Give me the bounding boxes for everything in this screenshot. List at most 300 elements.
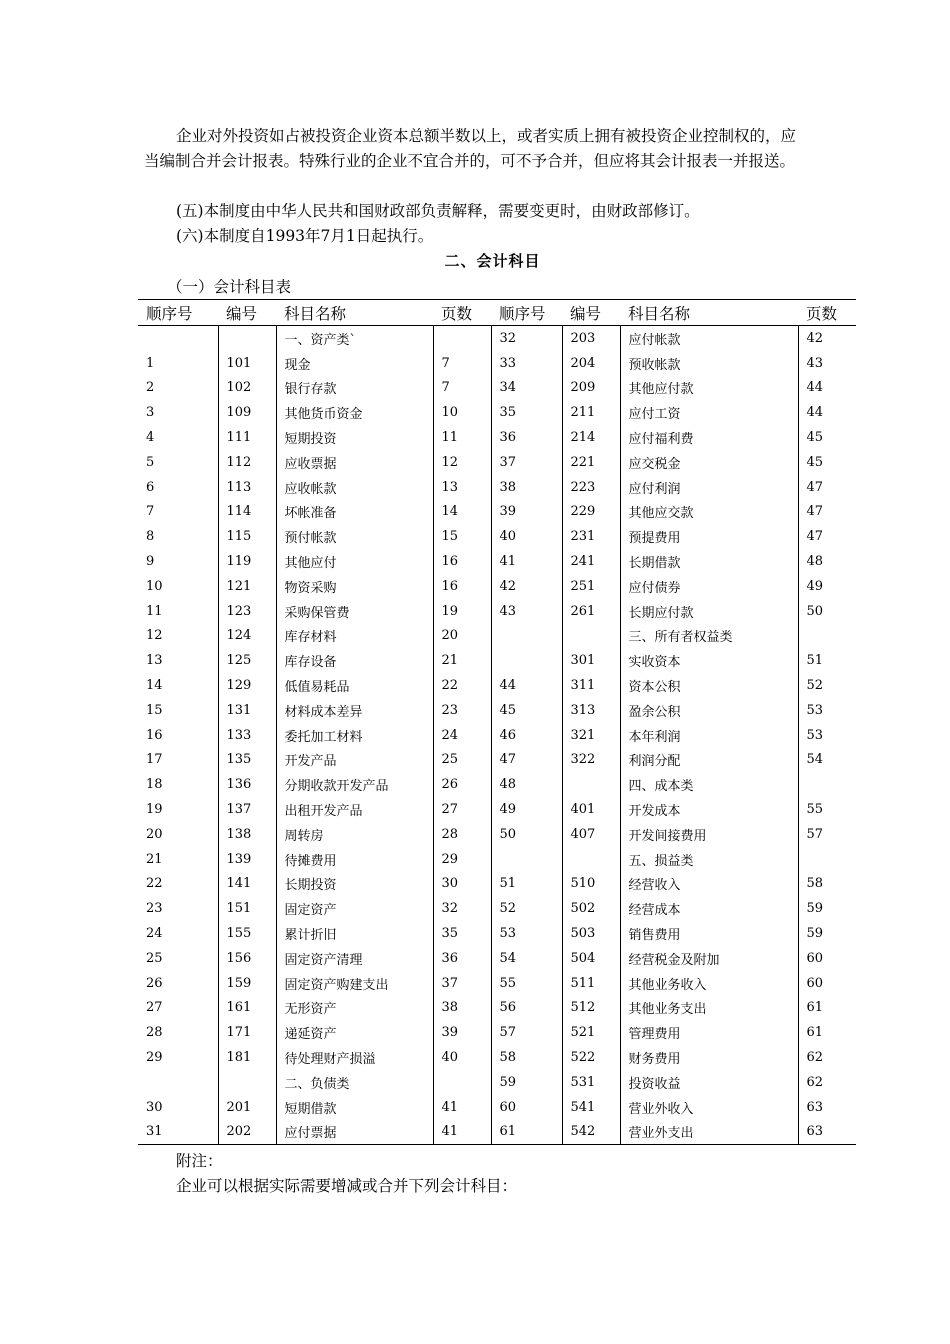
table-cell: 出租开发产品 bbox=[276, 797, 433, 822]
table-cell: 541 bbox=[562, 1095, 620, 1120]
header-cell: 顺序号 bbox=[491, 300, 562, 326]
table-cell: 本年利润 bbox=[620, 723, 798, 748]
table-cell: 15 bbox=[433, 524, 491, 549]
table-cell: 119 bbox=[218, 549, 276, 574]
table-cell: 201 bbox=[218, 1095, 276, 1120]
table-cell: 62 bbox=[806, 1074, 824, 1090]
table-cell: 盈余公积 bbox=[620, 698, 798, 723]
table-cell: 26 bbox=[433, 772, 491, 797]
table-cell: 二、负债类 bbox=[276, 1070, 433, 1095]
table-cell: 261 bbox=[562, 599, 620, 624]
table-cell: 其他业务收入 bbox=[620, 971, 798, 996]
table-cell: 112 bbox=[218, 450, 276, 475]
table-cell: 16 bbox=[138, 723, 218, 748]
table-cell: 44 bbox=[491, 673, 562, 698]
table-cell: 7 bbox=[433, 376, 491, 401]
table-cell: 156 bbox=[218, 946, 276, 971]
table-cell: 41 bbox=[433, 1095, 491, 1120]
table-row bbox=[138, 425, 856, 450]
table-cell: 41 bbox=[433, 1120, 491, 1145]
table-cell: 39 bbox=[433, 1020, 491, 1045]
table-row bbox=[138, 996, 856, 1021]
table-cell: 531 bbox=[562, 1070, 620, 1095]
table-cell bbox=[491, 624, 562, 649]
table-cell: 三、所有者权益类 bbox=[620, 624, 798, 649]
table-cell: 34 bbox=[491, 376, 562, 401]
table-cell bbox=[433, 326, 491, 351]
table-cell: 52 bbox=[806, 678, 824, 694]
table-cell: 13 bbox=[138, 648, 218, 673]
table-cell: 其他货币资金 bbox=[276, 400, 433, 425]
table-row bbox=[138, 549, 856, 574]
table-cell: 111 bbox=[218, 425, 276, 450]
table-row bbox=[138, 946, 856, 971]
table-row bbox=[138, 376, 856, 401]
header-cell: 顺序号 bbox=[138, 300, 218, 326]
table-cell: 63 bbox=[806, 1099, 824, 1115]
table-cell: 24 bbox=[433, 723, 491, 748]
table-cell: 223 bbox=[562, 475, 620, 500]
table-cell: 财务费用 bbox=[620, 1045, 798, 1070]
table-cell: 25 bbox=[138, 946, 218, 971]
table-cell: 542 bbox=[562, 1120, 620, 1145]
table-cell: 12 bbox=[433, 450, 491, 475]
table-cell: 55 bbox=[491, 971, 562, 996]
table-cell: 38 bbox=[491, 475, 562, 500]
table-cell: 58 bbox=[491, 1045, 562, 1070]
table-cell: 待摊费用 bbox=[276, 847, 433, 872]
table-cell: 10 bbox=[138, 574, 218, 599]
table-cell: 银行存款 bbox=[276, 376, 433, 401]
table-cell: 物资采购 bbox=[276, 574, 433, 599]
table-cell: 44 bbox=[806, 380, 824, 396]
table-cell: 固定资产购建支出 bbox=[276, 971, 433, 996]
table-cell: 137 bbox=[218, 797, 276, 822]
table-cell: 28 bbox=[138, 1020, 218, 1045]
table-cell: 短期投资 bbox=[276, 425, 433, 450]
table-cell: 115 bbox=[218, 524, 276, 549]
table-cell: 45 bbox=[806, 430, 824, 446]
table-cell: 32 bbox=[491, 326, 562, 351]
table-row bbox=[138, 748, 856, 773]
table-cell: 155 bbox=[218, 921, 276, 946]
table-cell: 251 bbox=[562, 574, 620, 599]
table-cell bbox=[562, 772, 620, 797]
table-cell: 21 bbox=[433, 648, 491, 673]
table-cell: 61 bbox=[806, 1025, 824, 1041]
table-cell: 20 bbox=[433, 624, 491, 649]
table-cell: 应收票据 bbox=[276, 450, 433, 475]
table-cell: 11 bbox=[138, 599, 218, 624]
section-title: 二、会计科目 bbox=[444, 252, 541, 270]
table-cell: 40 bbox=[433, 1045, 491, 1070]
table-cell: 47 bbox=[806, 504, 824, 520]
table-cell: 54 bbox=[491, 946, 562, 971]
table-cell: 29 bbox=[138, 1045, 218, 1070]
table-cell: 营业外支出 bbox=[620, 1120, 798, 1145]
table-cell: 53 bbox=[806, 727, 824, 743]
table-cell: 39 bbox=[491, 500, 562, 525]
table-cell: 407 bbox=[562, 822, 620, 847]
table-cell: 6 bbox=[138, 475, 218, 500]
table-cell: 应付帐款 bbox=[620, 326, 798, 351]
table-cell: 55 bbox=[806, 802, 824, 818]
table-cell: 161 bbox=[218, 996, 276, 1021]
table-cell: 现金 bbox=[276, 351, 433, 376]
table-cell: 开发产品 bbox=[276, 748, 433, 773]
table-cell: 60 bbox=[491, 1095, 562, 1120]
table-cell: 504 bbox=[562, 946, 620, 971]
table-cell: 41 bbox=[491, 549, 562, 574]
table-row bbox=[138, 624, 856, 649]
table-cell: 42 bbox=[806, 330, 824, 346]
table-row bbox=[138, 847, 856, 872]
table-cell: 21 bbox=[138, 847, 218, 872]
table-cell bbox=[562, 624, 620, 649]
table-row bbox=[138, 1120, 856, 1145]
table-cell: 512 bbox=[562, 996, 620, 1021]
table-cell bbox=[798, 847, 856, 872]
table-cell: 22 bbox=[138, 872, 218, 897]
table-cell: 129 bbox=[218, 673, 276, 698]
table-cell: 311 bbox=[562, 673, 620, 698]
table-row bbox=[138, 1070, 856, 1095]
table-cell: 47 bbox=[806, 529, 824, 545]
paragraph-effective-date: (六)本制度自1993年7月1日起执行。 bbox=[176, 227, 434, 245]
table-cell: 30 bbox=[433, 872, 491, 897]
table-cell: 49 bbox=[491, 797, 562, 822]
table-cell: 29 bbox=[433, 847, 491, 872]
table-cell: 14 bbox=[138, 673, 218, 698]
table-cell: 2 bbox=[138, 376, 218, 401]
table-row bbox=[138, 723, 856, 748]
table-cell: 44 bbox=[806, 405, 824, 421]
table-cell: 47 bbox=[806, 479, 824, 495]
table-cell: 35 bbox=[491, 400, 562, 425]
table-row bbox=[138, 1020, 856, 1045]
table-cell: 133 bbox=[218, 723, 276, 748]
table-cell: 123 bbox=[218, 599, 276, 624]
table-cell: 62 bbox=[806, 1050, 824, 1065]
table-row bbox=[138, 599, 856, 624]
table-cell: 无形资产 bbox=[276, 996, 433, 1021]
table-cell: 其他应付款 bbox=[620, 376, 798, 401]
table-cell: 42 bbox=[491, 574, 562, 599]
table-cell: 长期投资 bbox=[276, 872, 433, 897]
table-cell: 49 bbox=[806, 578, 824, 594]
table-cell: 23 bbox=[138, 896, 218, 921]
table-cell: 510 bbox=[562, 872, 620, 897]
note-text: 企业可以根据实际需要增减或合并下列会计科目： bbox=[176, 1177, 518, 1195]
table-cell: 57 bbox=[491, 1020, 562, 1045]
table-cell: 19 bbox=[138, 797, 218, 822]
table-cell: 五、损益类 bbox=[620, 847, 798, 872]
accounts-table bbox=[138, 299, 856, 1145]
table-cell: 7 bbox=[433, 351, 491, 376]
table-cell: 经营税金及附加 bbox=[620, 946, 798, 971]
table-cell: 59 bbox=[806, 926, 824, 942]
table-cell: 522 bbox=[562, 1045, 620, 1070]
table-cell: 营业外收入 bbox=[620, 1095, 798, 1120]
table-cell: 48 bbox=[806, 554, 824, 570]
table-cell: 43 bbox=[806, 355, 824, 371]
table-cell: 43 bbox=[491, 599, 562, 624]
table-cell: 13 bbox=[433, 475, 491, 500]
table-subtitle: （一）会计科目表 bbox=[167, 278, 292, 296]
table-cell: 投资收益 bbox=[620, 1070, 798, 1095]
table-row bbox=[138, 400, 856, 425]
table-cell: 203 bbox=[562, 326, 620, 351]
table-cell: 16 bbox=[433, 549, 491, 574]
table-cell: 坏帐准备 bbox=[276, 500, 433, 525]
table-cell: 36 bbox=[491, 425, 562, 450]
table-cell: 开发成本 bbox=[620, 797, 798, 822]
table-cell: 61 bbox=[806, 1000, 824, 1016]
table-cell: 59 bbox=[491, 1070, 562, 1095]
table-row bbox=[138, 500, 856, 525]
table-body bbox=[138, 326, 856, 1145]
table-cell: 资本公积 bbox=[620, 673, 798, 698]
table-cell: 63 bbox=[798, 1120, 856, 1145]
table-cell: 45 bbox=[491, 698, 562, 723]
table-cell: 211 bbox=[562, 400, 620, 425]
table-cell: 221 bbox=[562, 450, 620, 475]
table-cell: 开发间接费用 bbox=[620, 822, 798, 847]
table-cell: 139 bbox=[218, 847, 276, 872]
table-cell: 30 bbox=[138, 1095, 218, 1120]
table-row bbox=[138, 971, 856, 996]
table-row bbox=[138, 872, 856, 897]
table-cell: 136 bbox=[218, 772, 276, 797]
table-cell: 1 bbox=[138, 351, 218, 376]
table-cell: 229 bbox=[562, 500, 620, 525]
table-cell: 27 bbox=[138, 996, 218, 1021]
table-cell: 其他业务支出 bbox=[620, 996, 798, 1021]
table-cell: 预付帐款 bbox=[276, 524, 433, 549]
table-cell: 应收帐款 bbox=[276, 475, 433, 500]
paragraph-consolidation: 企业对外投资如占被投资企业资本总额半数以上，或者实质上拥有被投资企业控制权的，应当编制合并会计报表。特殊行业的企业不宜合并的，可不予合并，但应将其会计报表一并报送。 bbox=[144, 127, 797, 170]
table-row bbox=[138, 921, 856, 946]
table-cell: 202 bbox=[218, 1120, 276, 1145]
table-cell: 209 bbox=[562, 376, 620, 401]
table-cell: 材料成本差异 bbox=[276, 698, 433, 723]
table-cell: 22 bbox=[433, 673, 491, 698]
header-cell: 科目名称 bbox=[276, 300, 433, 326]
table-cell: 401 bbox=[562, 797, 620, 822]
table-cell: 7 bbox=[138, 500, 218, 525]
table-cell: 应付利润 bbox=[620, 475, 798, 500]
table-cell: 长期应付款 bbox=[620, 599, 798, 624]
table-cell: 其他应交款 bbox=[620, 500, 798, 525]
table-cell bbox=[218, 1070, 276, 1095]
table-cell: 59 bbox=[806, 901, 824, 917]
table-cell bbox=[798, 772, 856, 797]
table-cell: 181 bbox=[218, 1045, 276, 1070]
table-cell bbox=[491, 648, 562, 673]
table-cell: 321 bbox=[562, 723, 620, 748]
table-cell: 10 bbox=[433, 400, 491, 425]
table-cell: 114 bbox=[218, 500, 276, 525]
table-cell: 60 bbox=[806, 975, 824, 991]
table-cell: 214 bbox=[562, 425, 620, 450]
table-row bbox=[138, 351, 856, 376]
table-cell: 其他应付 bbox=[276, 549, 433, 574]
header-cell: 科目名称 bbox=[620, 300, 798, 326]
table-cell: 521 bbox=[562, 1020, 620, 1045]
table-cell: 33 bbox=[491, 351, 562, 376]
note-label: 附注： bbox=[176, 1152, 223, 1170]
table-cell: 101 bbox=[218, 351, 276, 376]
table-cell: 长期借款 bbox=[620, 549, 798, 574]
table-cell: 37 bbox=[491, 450, 562, 475]
table-cell bbox=[562, 847, 620, 872]
table-cell: 45 bbox=[806, 454, 824, 470]
table-cell: 40 bbox=[491, 524, 562, 549]
table-cell: 102 bbox=[218, 376, 276, 401]
table-cell bbox=[138, 326, 218, 351]
table-cell: 53 bbox=[806, 702, 824, 718]
table-cell: 50 bbox=[491, 822, 562, 847]
table-cell: 经营收入 bbox=[620, 872, 798, 897]
table-cell: 8 bbox=[138, 524, 218, 549]
table-row bbox=[138, 574, 856, 599]
table-row bbox=[138, 673, 856, 698]
table-cell: 46 bbox=[491, 723, 562, 748]
table-cell: 171 bbox=[218, 1020, 276, 1045]
table-cell: 36 bbox=[433, 946, 491, 971]
table-cell: 131 bbox=[218, 698, 276, 723]
table-cell: 47 bbox=[491, 748, 562, 773]
table-row bbox=[138, 475, 856, 500]
table-cell: 分期收款开发产品 bbox=[276, 772, 433, 797]
table-cell: 一、资产类` bbox=[276, 326, 433, 351]
table-cell: 113 bbox=[218, 475, 276, 500]
table-cell: 135 bbox=[218, 748, 276, 773]
table-cell: 周转房 bbox=[276, 822, 433, 847]
table-row bbox=[138, 450, 856, 475]
table-cell bbox=[798, 624, 856, 649]
table-cell: 54 bbox=[806, 752, 824, 768]
table-cell: 15 bbox=[138, 698, 218, 723]
table-cell: 固定资产清理 bbox=[276, 946, 433, 971]
table-cell: 204 bbox=[562, 351, 620, 376]
table-cell: 23 bbox=[433, 698, 491, 723]
table-cell: 151 bbox=[218, 896, 276, 921]
table-cell: 31 bbox=[138, 1120, 218, 1145]
table-cell: 37 bbox=[433, 971, 491, 996]
table-cell: 5 bbox=[138, 450, 218, 475]
table-cell: 3 bbox=[138, 400, 218, 425]
table-cell: 4 bbox=[138, 425, 218, 450]
table-cell: 应付票据 bbox=[276, 1120, 433, 1145]
table-cell: 53 bbox=[491, 921, 562, 946]
table-cell: 124 bbox=[218, 624, 276, 649]
table-cell: 60 bbox=[806, 950, 824, 966]
table-cell bbox=[433, 1070, 491, 1095]
table-cell: 实收资本 bbox=[620, 648, 798, 673]
table-cell: 应交税金 bbox=[620, 450, 798, 475]
table-cell: 241 bbox=[562, 549, 620, 574]
table-cell: 委托加工材料 bbox=[276, 723, 433, 748]
table-cell: 固定资产 bbox=[276, 896, 433, 921]
table-row bbox=[138, 822, 856, 847]
table-cell: 38 bbox=[433, 996, 491, 1021]
table-cell: 低值易耗品 bbox=[276, 673, 433, 698]
table-cell: 52 bbox=[491, 896, 562, 921]
table-cell: 57 bbox=[806, 826, 824, 842]
table-cell: 11 bbox=[433, 425, 491, 450]
table-cell: 322 bbox=[562, 748, 620, 773]
table-cell: 125 bbox=[218, 648, 276, 673]
table-cell: 511 bbox=[562, 971, 620, 996]
table-row bbox=[138, 1045, 856, 1070]
table-cell: 32 bbox=[433, 896, 491, 921]
table-cell: 短期借款 bbox=[276, 1095, 433, 1120]
table-cell: 51 bbox=[806, 653, 824, 669]
table-cell: 20 bbox=[138, 822, 218, 847]
table-cell: 231 bbox=[562, 524, 620, 549]
table-cell: 待处理财产损溢 bbox=[276, 1045, 433, 1070]
table-cell: 经营成本 bbox=[620, 896, 798, 921]
table-cell: 18 bbox=[138, 772, 218, 797]
table-row bbox=[138, 797, 856, 822]
table-cell: 14 bbox=[433, 500, 491, 525]
table-cell: 61 bbox=[491, 1120, 562, 1145]
table-cell: 17 bbox=[138, 748, 218, 773]
table-cell: 56 bbox=[491, 996, 562, 1021]
table-row bbox=[138, 524, 856, 549]
table-row bbox=[138, 326, 856, 351]
table-cell: 25 bbox=[433, 748, 491, 773]
table-header-row bbox=[138, 300, 856, 326]
table-row bbox=[138, 896, 856, 921]
table-cell: 51 bbox=[491, 872, 562, 897]
table-cell: 12 bbox=[138, 624, 218, 649]
table-row bbox=[138, 648, 856, 673]
table-cell: 应付债券 bbox=[620, 574, 798, 599]
table-cell: 58 bbox=[806, 876, 824, 892]
table-cell: 313 bbox=[562, 698, 620, 723]
table-cell: 16 bbox=[433, 574, 491, 599]
table-row bbox=[138, 772, 856, 797]
table-cell: 24 bbox=[138, 921, 218, 946]
table-cell: 预收帐款 bbox=[620, 351, 798, 376]
table-cell: 502 bbox=[562, 896, 620, 921]
table-cell: 9 bbox=[138, 549, 218, 574]
table-cell: 109 bbox=[218, 400, 276, 425]
table-cell: 管理费用 bbox=[620, 1020, 798, 1045]
table-cell: 应付工资 bbox=[620, 400, 798, 425]
table-cell: 141 bbox=[218, 872, 276, 897]
table-cell: 121 bbox=[218, 574, 276, 599]
table-row bbox=[138, 698, 856, 723]
header-cell: 页数 bbox=[798, 300, 856, 326]
table-cell: 累计折旧 bbox=[276, 921, 433, 946]
table-cell: 138 bbox=[218, 822, 276, 847]
table-cell: 库存设备 bbox=[276, 648, 433, 673]
table-cell: 159 bbox=[218, 971, 276, 996]
table-cell: 301 bbox=[562, 648, 620, 673]
table-cell: 26 bbox=[138, 971, 218, 996]
table-cell bbox=[218, 326, 276, 351]
table-cell: 销售费用 bbox=[620, 921, 798, 946]
table-cell: 503 bbox=[562, 921, 620, 946]
table-cell: 35 bbox=[433, 921, 491, 946]
table-cell bbox=[138, 1070, 218, 1095]
table-cell: 利润分配 bbox=[620, 748, 798, 773]
table-cell: 19 bbox=[433, 599, 491, 624]
header-cell: 编号 bbox=[218, 300, 276, 326]
